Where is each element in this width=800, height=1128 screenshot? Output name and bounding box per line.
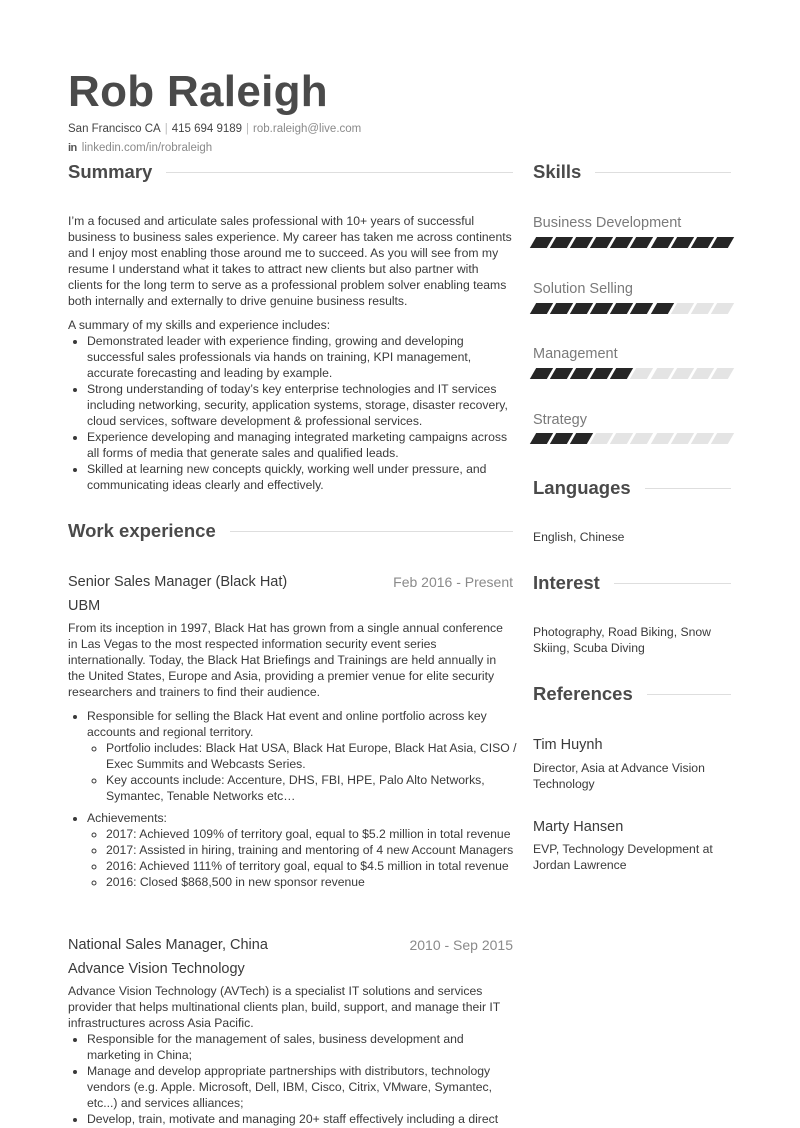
- company-name: Advance Vision Technology: [68, 961, 245, 977]
- list-item: • Manage and develop appropriate partnerships with distributors, technology vendors (e.g. Apple. Microsoft, Dell, IBM, Cisco, Citrix, VMware, Symantec, etc...) and services alliances;: [87, 1063, 513, 1111]
- sub-list-item: ◦ 2017: Achieved 109% of territory goal, equal to $5.2 million in total revenue: [106, 826, 517, 842]
- summary-title: Summary: [68, 161, 153, 182]
- separator: |: [246, 123, 250, 135]
- list-item: • Experience developing and managing integrated marketing campaigns across all forms of media that generate sales and qualified leads.: [87, 429, 513, 461]
- summary-bullets: [68, 333, 513, 493]
- reference-name: Marty Hansen: [533, 819, 624, 835]
- linkedin-line: [68, 141, 212, 155]
- job-title: National Sales Manager, China: [68, 937, 268, 953]
- job-title: Senior Sales Manager (Black Hat): [68, 574, 288, 590]
- email-link[interactable]: rob.raleigh@live.com: [253, 123, 362, 135]
- section-rule: [166, 172, 513, 173]
- linkedin-icon: in: [68, 142, 77, 154]
- list-item-text: Achievements:: [87, 811, 167, 825]
- list-item: [87, 810, 517, 890]
- sub-list: [87, 826, 517, 890]
- reference-name: Tim Huynh: [533, 737, 603, 753]
- job-dates: 2010 - Sep 2015: [409, 937, 513, 953]
- location: San Francisco CA: [68, 123, 161, 135]
- summary-list-intro: A summary of my skills and experience includes:: [68, 318, 331, 332]
- sub-list-item: ◦ 2016: Closed $868,500 in new sponsor revenue: [106, 874, 517, 890]
- job-description: From its inception in 1997, Black Hat has grown from a single annual conference in Las Vegas to the most respected information security event series internationally. Today, the Black Hat Briefings and Trainings are held annually in the United States, Europe and Asia, providing a premier venue for elite security researchers and trainers to find their audience.: [68, 621, 503, 699]
- sub-list-item: ◦ 2016: Achieved 111% of territory goal, equal to $4.5 million in total revenue: [106, 858, 517, 874]
- list-item: [87, 708, 517, 804]
- list-item-text: Responsible for selling the Black Hat event and online portfolio across key accounts and regional territory.: [87, 709, 487, 739]
- section-rule: [645, 488, 731, 489]
- skills-heading: [533, 161, 731, 183]
- section-rule: [595, 172, 731, 173]
- list-item: • Demonstrated leader with experience finding, growing and developing successful sales professionals via hands on training, KPI management, accurate forecasting and leading by example.: [87, 333, 513, 381]
- languages-heading: [533, 477, 731, 499]
- skill-segment-empty: [711, 303, 734, 314]
- languages-text: English, Chinese: [533, 530, 625, 544]
- skill-segment-empty: [711, 433, 734, 444]
- contact-line: [68, 122, 361, 136]
- separator: |: [164, 123, 168, 135]
- skill-level-bar: [533, 303, 731, 314]
- linkedin-link[interactable]: linkedin.com/in/robraleigh: [81, 142, 213, 154]
- sub-list-item: ◦ Key accounts include: Accenture, DHS, FBI, HPE, Palo Alto Networks, Symantec, Tenable Networks etc…: [106, 772, 517, 804]
- phone: 415 694 9189: [171, 123, 243, 135]
- job-bullets: [68, 1031, 513, 1127]
- reference-role: Director, Asia at Advance Vision Technology: [533, 761, 705, 791]
- section-rule: [230, 531, 513, 532]
- skill-level-bar: [533, 433, 731, 444]
- list-item: • Responsible for the management of sales, business development and marketing in China;: [87, 1031, 513, 1063]
- skill-level-bar: [533, 368, 731, 379]
- references-heading: [533, 683, 731, 705]
- interest-heading: [533, 572, 731, 594]
- list-item: • Develop, train, motivate and managing 20+ staff effectively including a direct: [87, 1111, 513, 1127]
- sub-list-item: ◦ Portfolio includes: Black Hat USA, Black Hat Europe, Black Hat Asia, CISO / Exec Summits and Webcasts Series.: [106, 740, 517, 772]
- work-heading: [68, 520, 513, 542]
- company-name: UBM: [68, 598, 101, 614]
- interest-title: Interest: [533, 572, 600, 593]
- skill-name: Solution Selling: [533, 281, 633, 297]
- job-dates: Feb 2016 - Present: [393, 574, 513, 590]
- skill-level-bar: [533, 237, 731, 248]
- list-item: • Skilled at learning new concepts quickly, working well under pressure, and communicating ideas clearly and effectively.: [87, 461, 513, 493]
- skill-segment-empty: [711, 368, 734, 379]
- reference-role: EVP, Technology Development at Jordan Lawrence: [533, 842, 713, 872]
- job-bullets: [68, 708, 517, 890]
- summary-heading: [68, 161, 513, 183]
- languages-title: Languages: [533, 477, 631, 498]
- summary-intro: I’m a focused and articulate sales professional with 10+ years of successful business to business sales experience. My career has taken me across continents and I enjoy most enabling those around me to succeed. As you will see from my resume I understand what it takes to attract new clients but also partner with clients for the long term to serve as a professional problem solver enabling teams both internally and externally to drive genuine business results.: [68, 214, 512, 308]
- sub-list: [87, 740, 517, 804]
- section-rule: [614, 583, 731, 584]
- skill-name: Business Development: [533, 215, 682, 231]
- skill-segment-filled: [711, 237, 734, 248]
- job-description: Advance Vision Technology (AVTech) is a specialist IT solutions and services provider that helps multinational clients plan, build, support, and manage their IT infrastructures across Asia Pacific.: [68, 984, 501, 1030]
- section-rule: [647, 694, 731, 695]
- work-title: Work experience: [68, 520, 216, 541]
- candidate-name: Rob Raleigh: [68, 67, 328, 116]
- skills-title: Skills: [533, 161, 582, 182]
- interest-text: Photography, Road Biking, Snow Skiing, Scuba Diving: [533, 625, 711, 655]
- skill-name: Strategy: [533, 412, 587, 428]
- references-title: References: [533, 683, 633, 704]
- list-item: • Strong understanding of today’s key enterprise technologies and IT services including networking, security, application systems, storage, disaster recovery, cloud services, software development & professional services.: [87, 381, 513, 429]
- sub-list-item: ◦ 2017: Assisted in hiring, training and mentoring of 4 new Account Managers: [106, 842, 517, 858]
- skill-name: Management: [533, 346, 618, 362]
